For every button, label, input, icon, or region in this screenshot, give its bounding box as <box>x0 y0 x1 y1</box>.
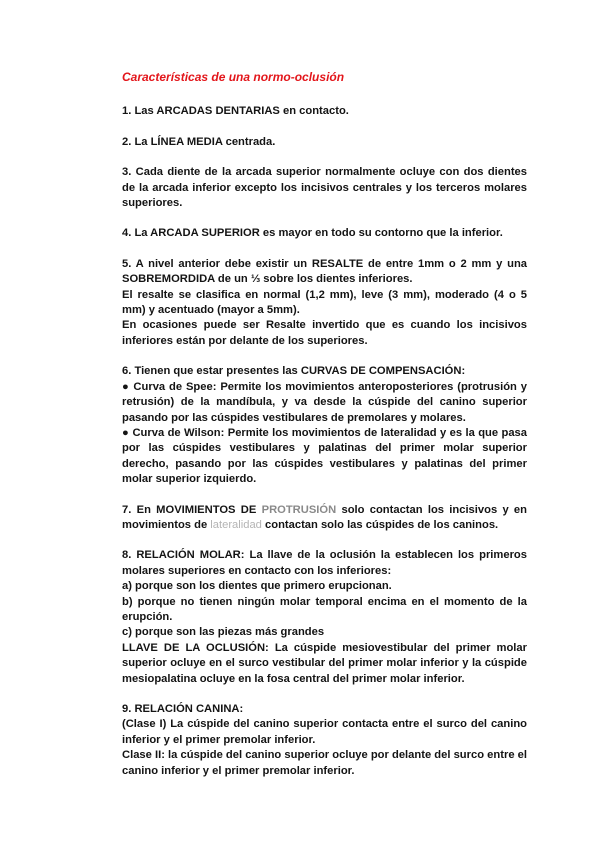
section-8-para: LLAVE DE LA OCLUSIÓN: La cúspide mesiovestibular del primer molar superior ocluye en el surco vestibular del primer molar inferior y la cúspide mesiopalatina ocluye en la fosa central del primer molar inferior. <box>122 641 527 685</box>
section-2-text: 2. La LÍNEA MEDIA centrada. <box>122 135 276 148</box>
section-8-para: a) porque son los dientes que primero erupcionan. <box>122 580 392 593</box>
section-7 <box>122 503 527 534</box>
section-3-text: 3. Cada diente de la arcada superior normalmente ocluye con dos dientes de la arcada inferior excepto los incisivos centrales y los terceros molares superiores. <box>122 166 527 210</box>
section-8 <box>122 548 527 687</box>
section-9-heading: 9. RELACIÓN CANINA: <box>122 703 244 715</box>
section-4 <box>122 226 527 241</box>
document-title: Características de una normo-oclusión <box>122 70 345 84</box>
laterality-highlight: lateralidad <box>210 518 262 531</box>
section-5 <box>122 257 527 349</box>
section-8-para: b) porque no tienen ningún molar temporal encima en el momento de la erupción. <box>122 595 527 623</box>
section-7-part: solo contactan los incisivos y en movimientos de <box>122 503 527 531</box>
section-6 <box>122 364 527 487</box>
section-6-heading: 6. Tienen que estar presentes las CURVAS DE COMPENSACIÓN: <box>122 365 466 378</box>
section-4-text: 4. La ARCADA SUPERIOR es mayor en todo su contorno que la inferior. <box>122 227 503 240</box>
section-5-para: El resalte se clasifica en normal (1,2 mm), leve (3 mm), moderado (4 o 5 mm) y acentuado (mayor a 5mm). <box>122 288 527 317</box>
section-5-para: En ocasiones puede ser Resalte invertido que es cuando los incisivos inferiores están por delante de los superiores. <box>122 319 527 347</box>
section-2 <box>122 135 527 150</box>
section-9 <box>122 702 527 779</box>
section-7-part: 7. En MOVIMIENTOS DE <box>122 503 262 516</box>
section-8-para: 8. RELACIÓN MOLAR: La llave de la oclusión la establecen los primeros molares superiores en contacto con los inferiores: <box>122 549 527 577</box>
section-3 <box>122 165 527 211</box>
section-8-para: c) porque son las piezas más grandes <box>122 626 325 639</box>
section-1-text: 1. Las ARCADAS DENTARIAS en contacto. <box>122 105 349 118</box>
section-5-para: 5. A nivel anterior debe existir un RESALTE de entre 1mm o 2 mm y una SOBREMORDIDA de un ⅓ sobre los dientes inferiores. <box>122 257 527 286</box>
curve-spee-bullet: ● Curva de Spee: Permite los movimientos anteroposteriores (protrusión y retrusión) de la mandíbula, y va desde la cúspide del canino superior pasando por las cúspides vestibulares de premolares y molares. <box>122 380 527 424</box>
section-9-para: Clase II: la cúspide del canino superior ocluye por delante del surco entre el canino inferior y el primer premolar inferior. <box>122 749 527 777</box>
protrusion-highlight: PROTRUSIÓN <box>261 503 337 516</box>
section-7-part: contactan solo las cúspides de los caninos. <box>261 518 499 531</box>
section-1 <box>122 104 527 119</box>
section-9-para: (Clase I) La cúspide del canino superior contacta entre el surco del canino inferior y el primer premolar inferior. <box>122 718 527 746</box>
section-7-text <box>122 503 527 534</box>
curve-wilson-bullet: ● Curva de Wilson: Permite los movimientos de lateralidad y es la que pasa por las cúspides vestibulares y palatinas del primer molar superior derecho, pasando por las cúspides vestibulares y palatinas del primer molar superior izquierdo. <box>122 426 527 486</box>
document-page <box>122 70 527 794</box>
